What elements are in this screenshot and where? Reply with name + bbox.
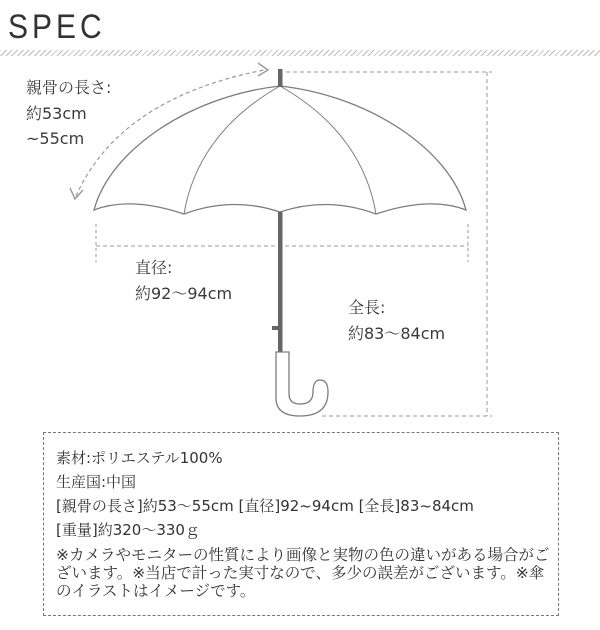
umbrella-canopy <box>94 86 466 214</box>
shaft-runner <box>272 326 279 330</box>
rib-length-label: 親骨の長さ: <box>26 78 112 97</box>
rib-arrow-top <box>258 63 268 76</box>
diameter-value: 約92〜94cm <box>135 284 233 303</box>
umbrella-handle <box>276 352 328 416</box>
material-text: 素材:ポリエステル100% <box>56 449 223 467</box>
page-title: SPEC <box>8 8 106 46</box>
total-length-value: 約83〜84cm <box>348 324 446 343</box>
origin-text: 生産国:中国 <box>56 473 137 491</box>
rib-length-value-2: ~55cm <box>26 129 85 148</box>
disclaimer-note: ※カメラやモニターの性質により画像と実物の色の違いがある場合がございます。※当店で計った実寸なので、多少の誤差がございます。※傘のイラストはイメージです。 <box>56 546 550 600</box>
umbrella-tip <box>278 69 283 87</box>
diameter-label: 直径: <box>135 258 173 277</box>
total-length-label: 全長: <box>348 298 386 317</box>
weight-text: [重量]約320〜330ｇ <box>56 521 200 539</box>
spec-details-box <box>43 432 559 616</box>
umbrella-shaft <box>278 212 283 354</box>
sizes-text: [親骨の長さ]約53〜55cm [直径]92~94cm [全長]83~84cm <box>56 497 474 515</box>
rib-length-value-1: 約53cm <box>26 104 87 123</box>
